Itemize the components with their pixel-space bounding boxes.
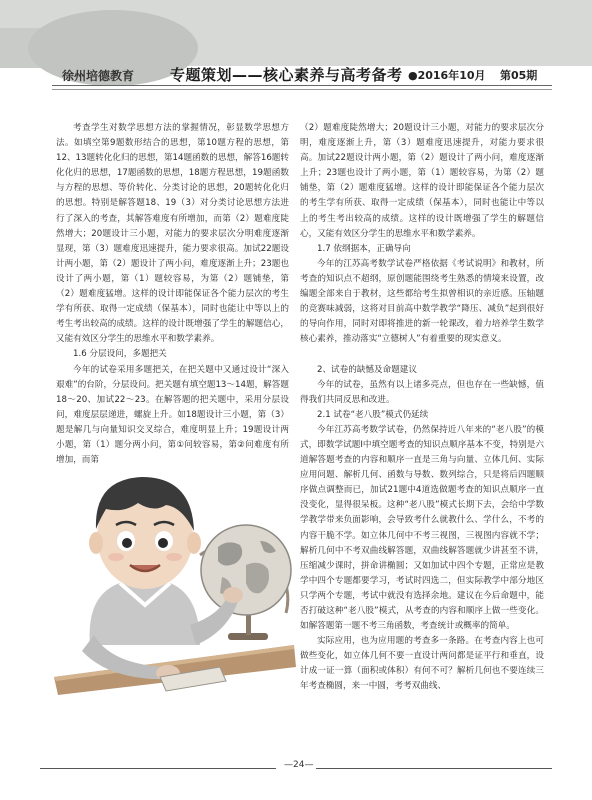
- page-number: —24—: [284, 760, 314, 770]
- journal-brand: 徐州培德教育: [62, 69, 135, 83]
- section-heading: 1.7 依纲据本，正确导向: [317, 243, 411, 254]
- paragraph: 考查学生对数学思想方法的掌握情况，彰显数学思想方法。如填空第9题数形结合的思想，第10题方程的思想，第12、13题转化化归的思想，第14题函数的思想，解答16题转化化归的思想，17题函数的思想，18题方程思想，19题函数与方程的思想、等价转化、分类讨论的思想，20题转化化归的思想。特别是解答题18、19（3）对分类讨论思想方法进行了深入的考查，其解答难度有所增加，而第（2）题难度陡然增大；20题设计三小题，对能力的要求层次分明难度逐渐显现，第（3）题难度迅速提升，能力要求很高。加试22题设计两小题，第（2）题设计了两小问，难度逐渐上升；23题也设计了两小题，第（1）题较容易，为第（2）题铺垫，第（2）题难度猛增。这样的设计即能保证各个能力层次的考生学有所获、取得一定成绩（保基本），同时也能让中等以上的考生考出较高的成绩。这样的设计既增强了学生的解题信心，又能有效区分学生的思维水平和数学素养。: [56, 123, 289, 345]
- header-rule: [52, 85, 552, 86]
- section-heading: 1.6 分层设问，多题把关: [73, 349, 167, 360]
- paragraph: 今年的试卷采用多题把关，在把关题中又通过设计“深入艰难”的台阶，分层设问。把关题有填空题13～14题，解答题18～20、加试22～23。在解答题的把关题中，采用分层设问，难度层层递进，螺旋上升。如18题设计三小题，第（3）题是解几与向量知识交叉综合，难度明显上升；19题设计两小题，第（1）题分两小问，第①问较容易，第②问难度有所增加，而第: [56, 364, 289, 466]
- paragraph-gap: [300, 347, 544, 362]
- left-column: [56, 121, 289, 468]
- header-rule-thin: [52, 89, 552, 90]
- footer-rule-right: [316, 768, 552, 769]
- issue-date: ●2016年10月: [408, 69, 486, 82]
- paragraph: 实际应用，也为应用题的考查多一条路。在考查内容上也可做些变化，如立体几何不要一直设计两问都是证平行和垂直，设计成一证一算（面积或体积）有何不可？解析几何也不要连续三年考查椭圆，来一中圆，考考双曲线、: [300, 636, 544, 692]
- boy-shirt: [90, 583, 200, 645]
- series-title: 专题策划——核心素养与高考备考: [170, 66, 403, 84]
- right-column: [300, 121, 544, 695]
- boy-with-globe-illustration: [50, 445, 298, 695]
- page-header: [0, 0, 592, 96]
- footer-rule-left: [40, 768, 276, 769]
- section-heading: 2、试卷的缺憾及命题建议: [317, 364, 417, 375]
- paragraph: 今年江苏高考数学试卷，仍然保持近八年来的“老八股”的模式，即数学试题Ⅰ中填空题考查的知识点顺序基本不变，特别是六道解答题考查的内容和顺序一直是三角与向量、立体几何、实际应用问题、解析几何、函数与导数、数列综合，只是将后四题顺序做点调整而已，加试21题中4道选做题考查的知识点顺序一直没变化，显得很呆板。这种“老八股”模式长期下去，会给中学数学教学带来负面影响，会导致考什么就教什么、学什么，不考的内容干脆不学。如立体几何中不考三视图，三视图内容就不学；解析几何中不考双曲线解答题，双曲线解答题就少讲甚至不讲，压缩减少课时，拼命讲椭圆；又如加试中四个专题，正常应是教学中四个专题都要学习，考试时四选二，但实际教学中部分地区只学两个专题，考试中就没有选择余地。建议在今后命题中，能否打破这种“老八股”模式，从考查的内容和顺序上做一些变化。如解答题第一题不考三角函数，考查统计或概率的简单。: [300, 424, 544, 632]
- paragraph: （2）题难度陡然增大；20题设计三小题，对能力的要求层次分明，难度逐渐上升，第（3）题难度迅速提升，对能力要求很高。加试22题设计两小题，第（2）题设计了两小问，难度逐渐上升；23题也设计了两小题，第（1）题较容易，为第（2）题铺垫，第（2）题难度猛增。这样的设计即能保证各个能力层次的考生学有所获、取得一定成绩（保基本），同时也能让中等以上的考生考出较高的成绩。这样的设计既增强了学生的解题信心，又能有效区分学生的思维水平和数学素养。: [300, 123, 544, 239]
- paragraph: 今年的江苏高考数学试卷严格依据《考试说明》和教材，所考查的知识点不超纲，原创题能围绕考生熟悉的情境来设置，改编题全部来自于教材，这些都给考生拟曾相识的亲近感。压轴题的竞赛味减弱，这将对目前高中数学教学“降压、减负”起到很好的导向作用，同时对即将推进的新一轮课改，着力培养学生数学核心素养，推动落实“立德树人”有着重要的现实意义。: [300, 258, 544, 345]
- page-footer: [0, 760, 592, 776]
- section-heading: 2.1 试卷“老八股”模式仍延续: [317, 409, 429, 420]
- issue-number: 第05期: [500, 69, 538, 82]
- paragraph: 今年的试卷，虽然有以上诸多亮点，但也存在一些缺憾，值得我们共同反思和改进。: [300, 379, 544, 405]
